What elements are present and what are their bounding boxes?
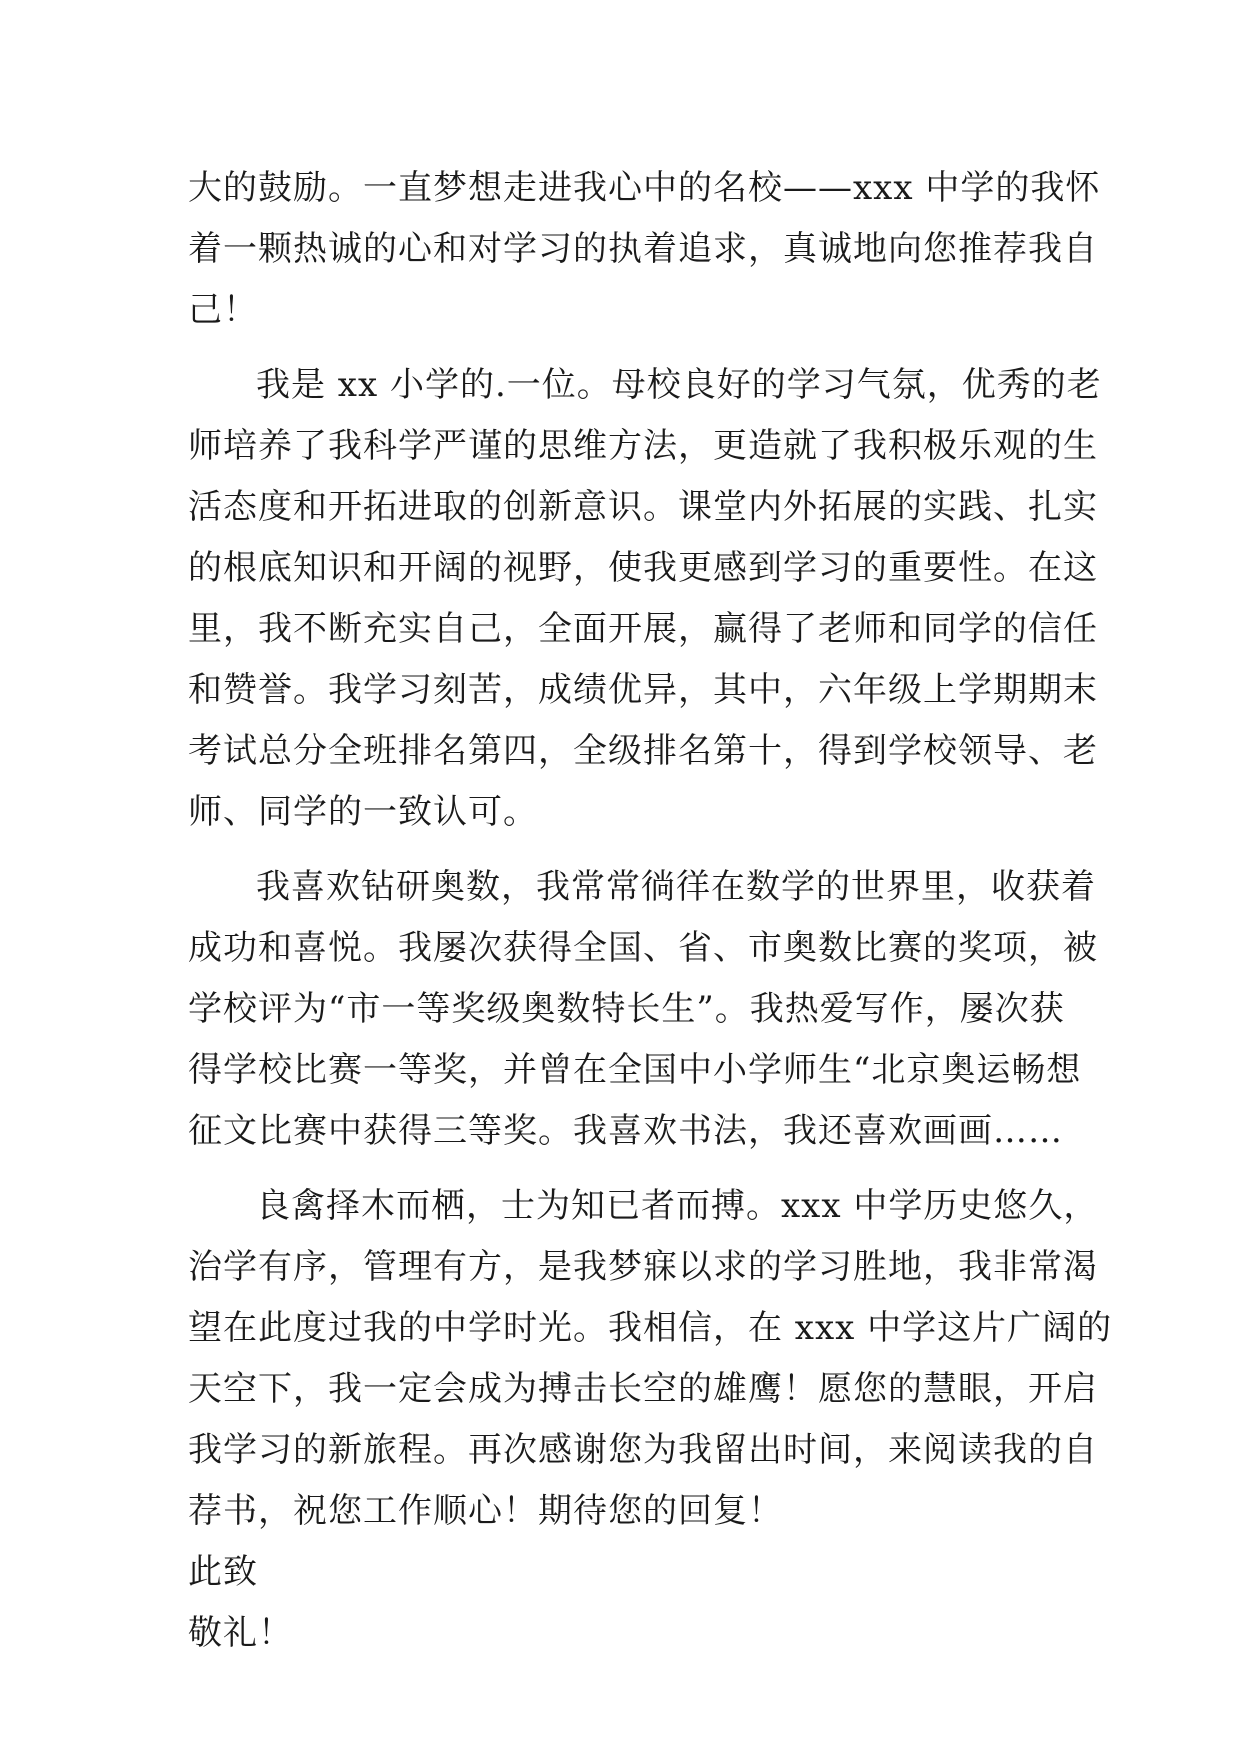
text-line: 敬礼！ [188, 1613, 293, 1653]
letter-body [188, 158, 1113, 1664]
text-line: 师、同学的一致认可。 [188, 792, 538, 832]
text-line: 师培养了我科学严谨的思维方法，更造就了我积极乐观的生 [188, 426, 1098, 466]
text-line: 我学习的新旅程。再次感谢您为我留出时间，来阅读我的自 [188, 1430, 1098, 1470]
text-line: 天空下，我一定会成为搏击长空的雄鹰！愿您的慧眼，开启 [188, 1369, 1098, 1409]
text-line: 我是 xx 小学的.一位。母校良好的学习气氛，优秀的老 [256, 365, 1102, 405]
paragraph [188, 1176, 1113, 1542]
paragraph-gap [188, 341, 1054, 355]
text-line: 里，我不断充实自己，全面开展，赢得了老师和同学的信任 [188, 609, 1098, 649]
text-line: 此致 [188, 1552, 258, 1592]
text-line: 望在此度过我的中学时光。我相信，在 xxx 中学这片广阔的 [188, 1308, 1113, 1348]
text-line: 学校评为“市一等奖级奥数特长生”。我热爱写作，屡次获 [188, 989, 1065, 1029]
text-line: 荐书，祝您工作顺心！期待您的回复！ [188, 1491, 783, 1531]
text-line: 的根底知识和开阔的视野，使我更感到学习的重要性。在这 [188, 548, 1098, 588]
paragraph [188, 1603, 1054, 1664]
text-line: 活态度和开拓进取的创新意识。课堂内外拓展的实践、扎实 [188, 487, 1098, 527]
text-line: 成功和喜悦。我屡次获得全国、省、市奥数比赛的奖项，被 [188, 928, 1098, 968]
text-line: 征文比赛中获得三等奖。我喜欢书法，我还喜欢画画…… [188, 1111, 1063, 1151]
text-line: 我喜欢钻研奥数，我常常徜徉在数学的世界里，收获着 [256, 867, 1096, 907]
text-line: 治学有序，管理有方，是我梦寐以求的学习胜地，我非常渴 [188, 1247, 1098, 1287]
paragraph-gap [188, 843, 1054, 857]
text-line: 着一颗热诚的心和对学习的执着追求，真诚地向您推荐我自 [188, 229, 1098, 269]
paragraph-gap [188, 1162, 1054, 1176]
text-line: 良禽择木而栖，士为知已者而搏。xxx 中学历史悠久， [256, 1186, 1099, 1226]
paragraph [188, 355, 1102, 843]
text-line: 和赞誉。我学习刻苦，成绩优异，其中，六年级上学期期末 [188, 670, 1098, 710]
text-line: 己！ [188, 290, 258, 330]
text-line: 得学校比赛一等奖，并曾在全国中小学师生“北京奥运畅想 [188, 1050, 1082, 1090]
paragraph [188, 1542, 1054, 1603]
text-line: 考试总分全班排名第四，全级排名第十，得到学校领导、老 [188, 731, 1098, 771]
paragraph [188, 158, 1101, 341]
paragraph [188, 857, 1098, 1162]
text-line: 大的鼓励。一直梦想走进我心中的名校——xxx 中学的我怀 [188, 168, 1101, 208]
